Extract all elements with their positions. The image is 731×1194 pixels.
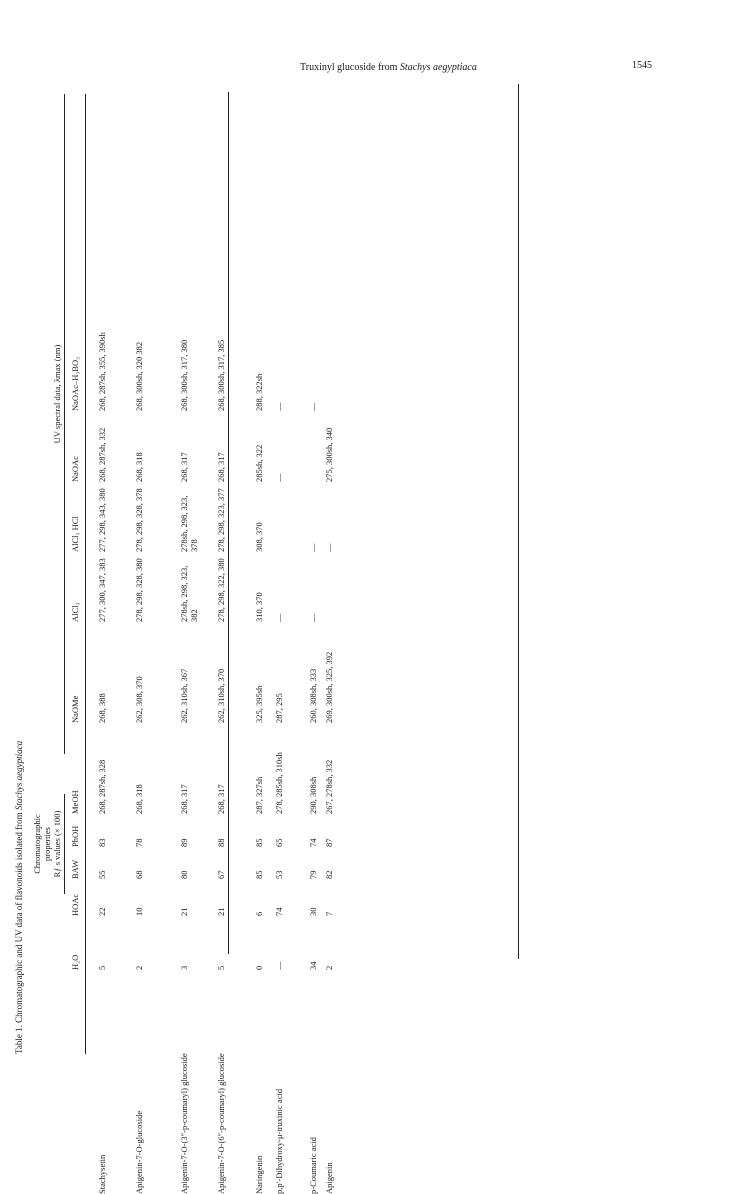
table-cell: — bbox=[324, 543, 334, 552]
table-cell: 55 bbox=[97, 870, 107, 879]
table-cell: 85 bbox=[254, 870, 264, 879]
table-cell: 22 bbox=[97, 907, 107, 916]
table-cell: 278, 298, 328, 378 bbox=[134, 488, 144, 552]
running-head bbox=[300, 62, 477, 73]
table-cell: 268, 388 bbox=[97, 693, 107, 723]
table-cell: 277, 298, 343, 380 bbox=[97, 488, 107, 552]
table-cell: 262, 310sh, 367 bbox=[179, 668, 189, 723]
sub-rule-chrom bbox=[64, 794, 65, 894]
table-caption bbox=[14, 741, 24, 1054]
column-header: AlCl₃ bbox=[70, 602, 80, 622]
table-cell: 53 bbox=[274, 870, 284, 879]
table-cell: 285sh, 322 bbox=[254, 444, 264, 482]
table-cell: 10 bbox=[134, 907, 144, 916]
table-cell: 290, 308sh bbox=[308, 776, 318, 814]
table-cell: 268, 317 bbox=[216, 784, 226, 814]
table-cell: — bbox=[274, 613, 284, 622]
table-cell: 260, 308sh, 333 bbox=[308, 668, 318, 723]
table-cell: 308, 370 bbox=[254, 522, 264, 552]
table-cell: 310, 370 bbox=[254, 592, 264, 622]
table-cell: — bbox=[274, 402, 284, 411]
table-cell: 88 bbox=[216, 838, 226, 847]
table-cell: 87 bbox=[324, 838, 334, 847]
page-number: 1545 bbox=[632, 60, 652, 71]
table-cell: 277, 300, 347, 383 bbox=[97, 558, 107, 622]
table-cell: 287, 295 bbox=[274, 693, 284, 723]
table-cell: 278sh, 298, 323, 382 bbox=[179, 565, 199, 622]
table-cell: 82 bbox=[324, 870, 334, 879]
table-cell: 78 bbox=[134, 838, 144, 847]
header-bottom-rule bbox=[85, 94, 86, 1054]
table-cell: 325, 395sh bbox=[254, 685, 264, 723]
table-cell: 0 bbox=[254, 965, 264, 970]
group-chrom-line3: Rƒ s values (× 100) bbox=[52, 810, 62, 878]
table-cell: 278, 285sh, 310sh bbox=[274, 752, 284, 814]
table-cell: 268, 287sh, 332 bbox=[97, 427, 107, 482]
table-cell: 268, 317 bbox=[179, 784, 189, 814]
table-cell: 67 bbox=[216, 870, 226, 879]
rotated-table: Table 1. Chromatographic and UV data of flavonoids isolated from Stachys aegyptiaca Chromatographic properties Rƒ s values (× 100) UV spectral data, λmax (nm) H₂O HOAc BAW PhOH MeOH NaOMe AlCl₃ AlCl₃ HCl NaOAc NaOAc–H₃BO₃ Stachysetin 5 22 55 83 268, 287sh, 328 268, 388 277, 300, 347, 383 277, 298, 343, 380 268, 287sh, 332 268, 287sh, 355, 390sh Apigenin-7-O-glucoside 2 10 68 78 268, 318 262, 308, 370 278, 298, 328, 380 278, 298, 328, 378 268, 318 268, 300sh, 320 382 Apigenin-7-O-(3″-p-coumaryl) glucoside 3 21 80 89 268, 317 262, 310sh, 367 278sh, 298, 323, 382 278sh, 298, 323, 378 268, 317 268, 300sh, 317, 380 Apigenin-7-O-(6″-p-coumaryl) glucoside 5 21 67 88 268, 317 262, 310sh, 370 278, 298, 322, 380 278, 298, 323, 377 268, 317 268, 300sh, 317, 385 Naringenin 0 6 85 85 287, 327sh 325, 395sh 310, 370 308, 370 285sh, 322 288, 322sh p,p′-Dihydroxy-μ-truxinic acid — 74 53 65 278, 285sh, 310sh 287, 295 — — — p-Coumaric acid 34 30 79 74 290, 308sh 260, 308sh, 333 — — — Apigenin 2 7 82 87 267, 278sh, 332 269, 300sh, 325, 392 — 275, 300sh, 340 bbox=[12, 94, 482, 1054]
table-cell: 30 bbox=[308, 907, 318, 916]
table-cell: 262, 308, 370 bbox=[134, 676, 144, 723]
table-cell: 278, 298, 323, 377 bbox=[216, 488, 226, 552]
table-cell: 278, 298, 322, 380 bbox=[216, 558, 226, 622]
column-header: MeOH bbox=[70, 790, 80, 814]
table-cell: 268, 317 bbox=[179, 452, 189, 482]
table-cell: 2 bbox=[134, 965, 144, 970]
group-chrom-line2: properties bbox=[42, 827, 52, 861]
table-cell: 269, 300sh, 325, 392 bbox=[324, 651, 334, 723]
table-cell: 5 bbox=[216, 965, 226, 970]
caption-italic: Stachys aegyptiaca bbox=[14, 740, 24, 811]
table-cell: 287, 327sh bbox=[254, 776, 264, 814]
column-header: PhOH bbox=[70, 825, 80, 847]
table-cell: 74 bbox=[308, 838, 318, 847]
table-cell: 68 bbox=[134, 870, 144, 879]
column-header: NaOMe bbox=[70, 695, 80, 723]
table-cell: 3 bbox=[179, 965, 189, 970]
table-cell: 2 bbox=[324, 965, 334, 970]
table-cell: 268, 300sh, 317, 385 bbox=[216, 339, 226, 411]
table-cell: 268, 287sh, 355, 390sh bbox=[97, 332, 107, 411]
table-cell: 268, 318 bbox=[134, 452, 144, 482]
column-header: HOAc bbox=[70, 893, 80, 916]
table-cell: — bbox=[274, 961, 284, 970]
table-right-rule bbox=[518, 84, 519, 959]
table-cell: 80 bbox=[179, 870, 189, 879]
table-cell: 268, 300sh, 320 382 bbox=[134, 341, 144, 411]
table-cell: 267, 278sh, 332 bbox=[324, 759, 334, 814]
table-cell: 85 bbox=[254, 838, 264, 847]
table-cell: — bbox=[308, 402, 318, 411]
group-header-chromatographic bbox=[32, 794, 62, 894]
table-cell: 268, 300sh, 317, 380 bbox=[179, 339, 189, 411]
table-cell: 288, 322sh bbox=[254, 373, 264, 411]
table-cell: 74 bbox=[274, 907, 284, 916]
table-cell: 7 bbox=[324, 911, 334, 916]
group-chrom-line1: Chromatographic bbox=[32, 814, 42, 874]
table-cell: — bbox=[308, 543, 318, 552]
table-cell: 34 bbox=[308, 961, 318, 970]
table-cell: 262, 310sh, 370 bbox=[216, 668, 226, 723]
table-cell: 278sh, 298, 323, 378 bbox=[179, 495, 199, 552]
table-cell: — bbox=[308, 613, 318, 622]
column-header: NaOAc bbox=[70, 456, 80, 482]
table-cell: 89 bbox=[179, 838, 189, 847]
group-header-uv: UV spectral data, λmax (nm) bbox=[52, 344, 62, 444]
table-cell: 268, 317 bbox=[216, 452, 226, 482]
table-cell: 21 bbox=[179, 907, 189, 916]
table-cell: 65 bbox=[274, 838, 284, 847]
column-header: BAW bbox=[70, 859, 80, 879]
table-cell: 6 bbox=[254, 911, 264, 916]
table-cell: 83 bbox=[97, 838, 107, 847]
column-header: AlCl₃ HCl bbox=[70, 516, 80, 552]
running-head-italic: Stachys aegyptiaca bbox=[399, 62, 477, 73]
table-cell: — bbox=[274, 473, 284, 482]
caption-text: Table 1. Chromatographic and UV data of flavonoids isolated from bbox=[14, 810, 24, 1054]
table-cell: 5 bbox=[97, 965, 107, 970]
column-header: H₂O bbox=[70, 954, 80, 970]
table-cell: 21 bbox=[216, 907, 226, 916]
running-head-text: Truxinyl glucoside from bbox=[300, 62, 400, 73]
table-cell: 268, 318 bbox=[134, 784, 144, 814]
column-header: NaOAc–H₃BO₃ bbox=[70, 356, 80, 411]
sub-rule-uv bbox=[64, 94, 65, 754]
table-cell: 278, 298, 328, 380 bbox=[134, 558, 144, 622]
table-cell: 268, 287sh, 328 bbox=[97, 759, 107, 814]
table-cell: 275, 300sh, 340 bbox=[324, 427, 334, 482]
table-cell: 79 bbox=[308, 870, 318, 879]
